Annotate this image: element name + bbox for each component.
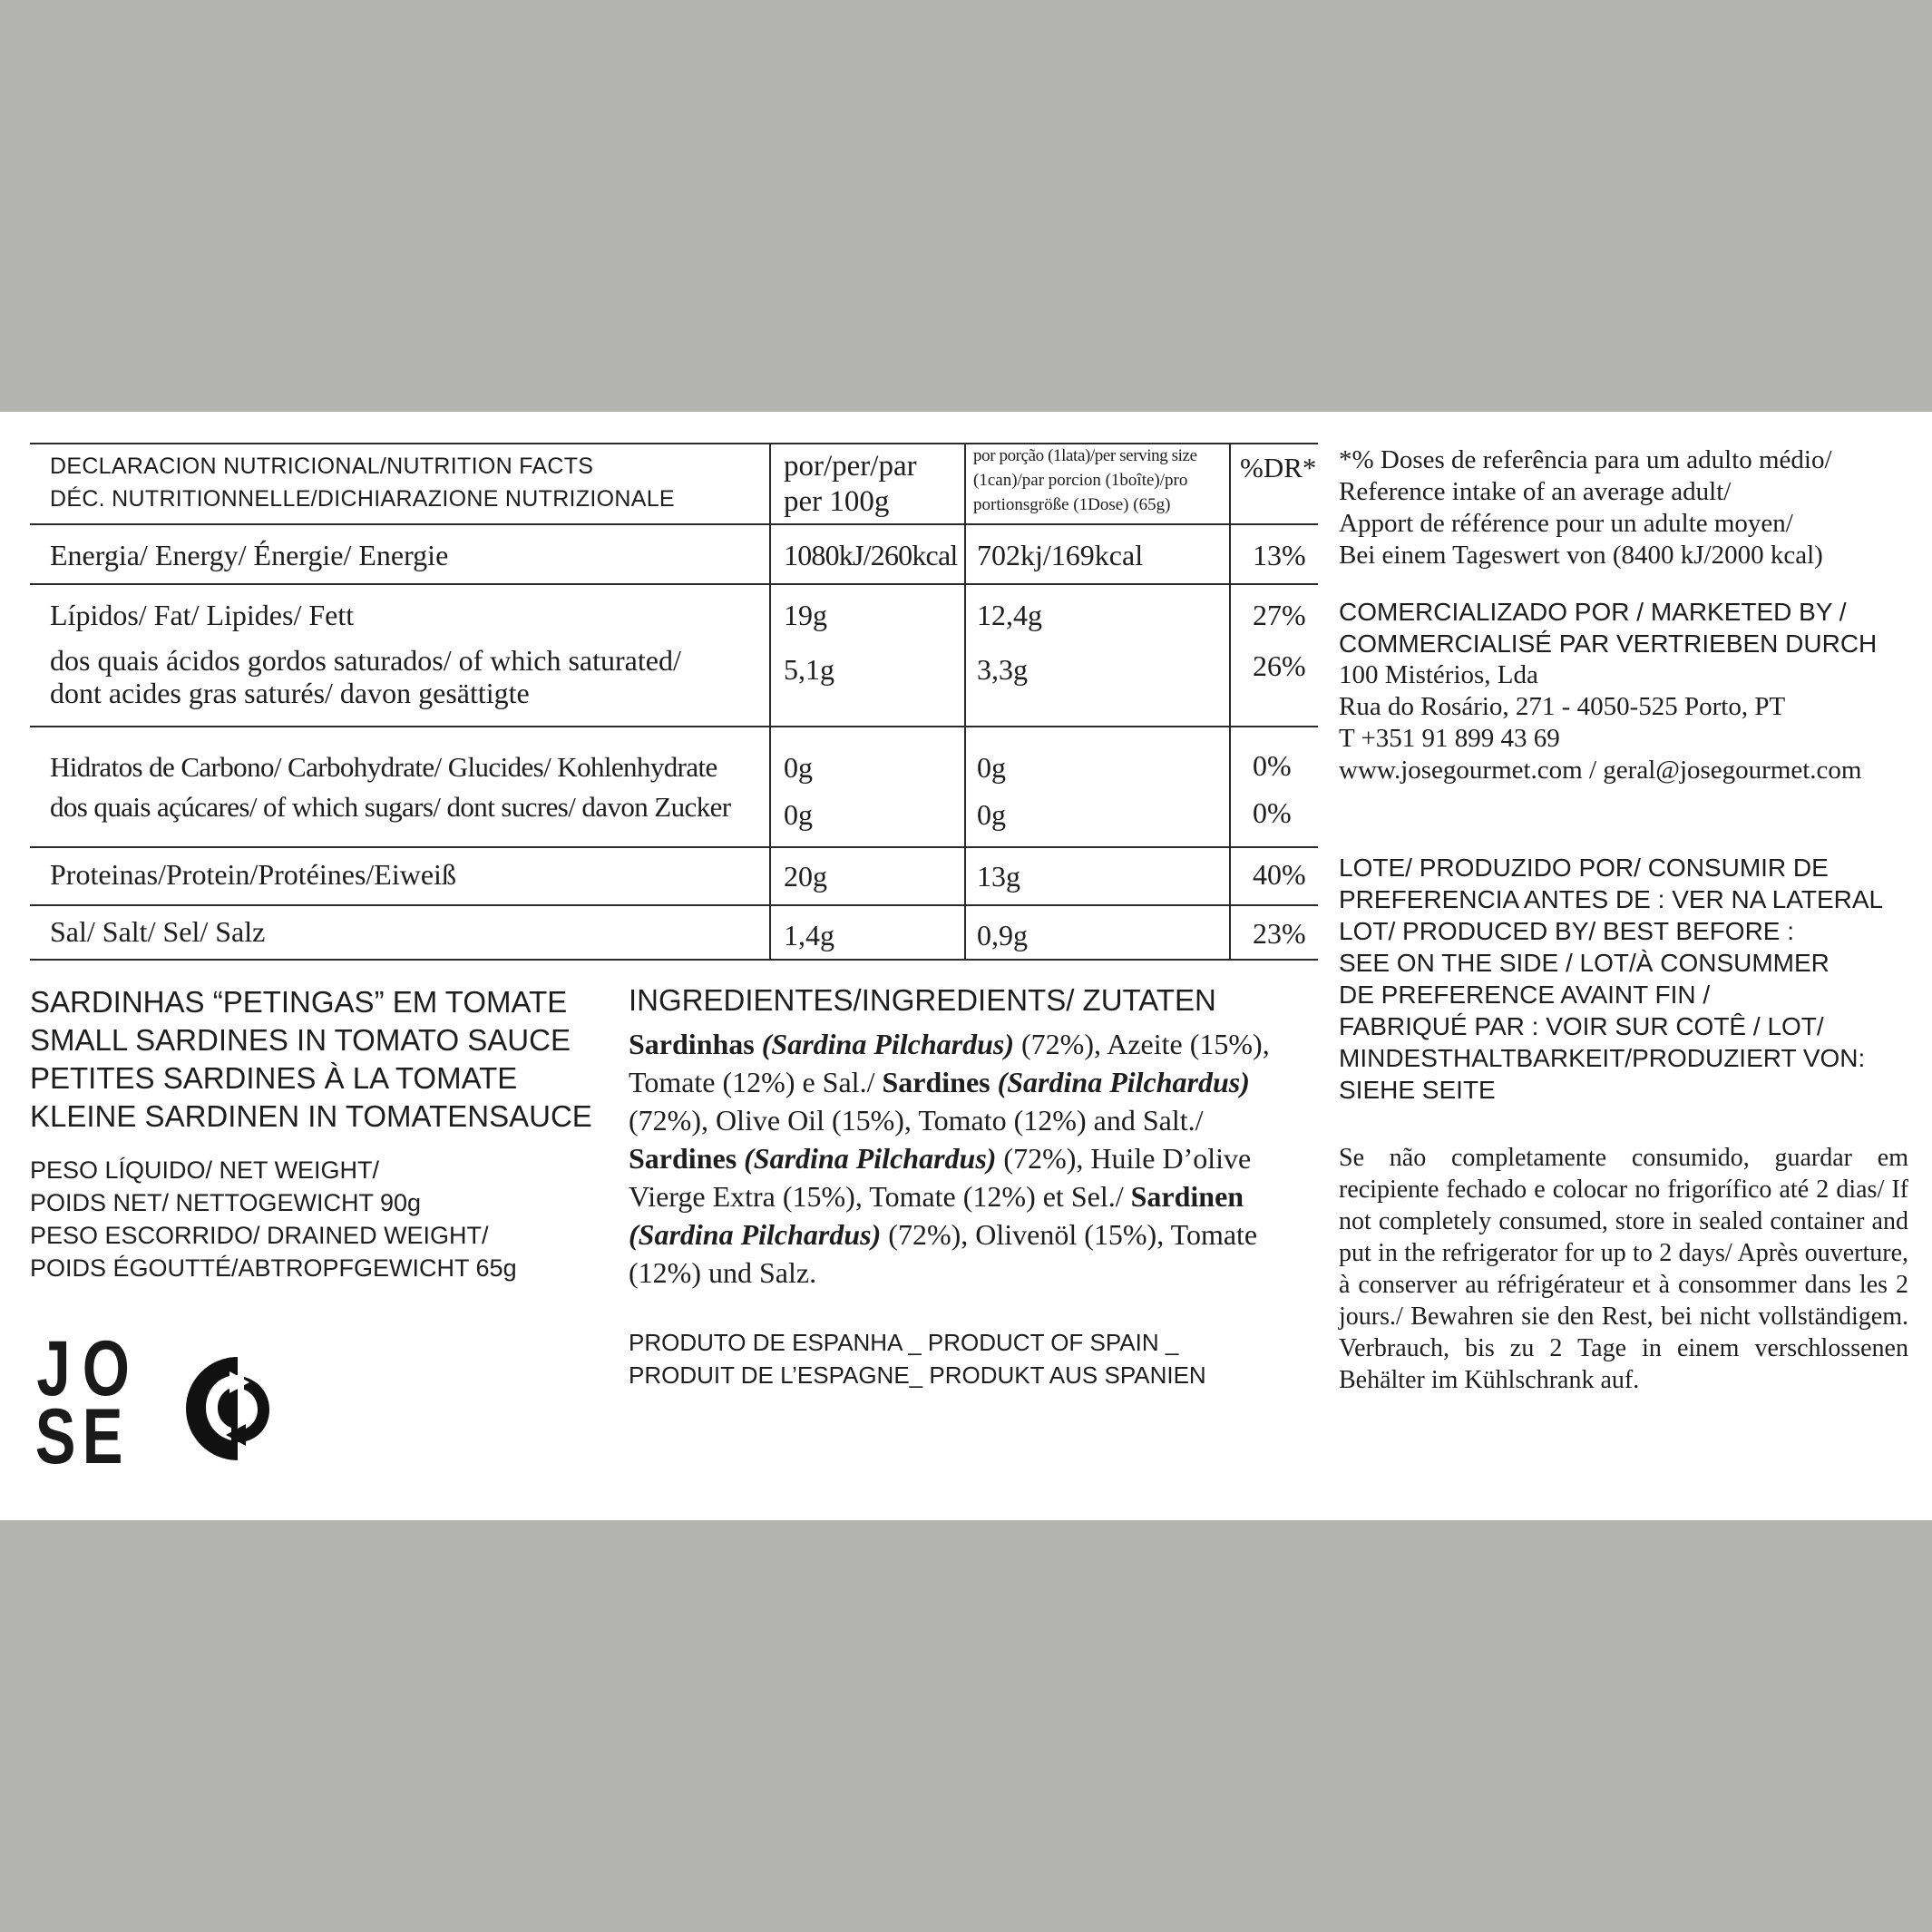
logo-letter: O [82,1325,130,1412]
row-saturated-dr: 26% [1253,649,1306,682]
lot-info-line: PREFERENCIA ANTES DE : VER NA LATERAL [1339,885,1884,913]
row-sugars-serving: 0g [977,798,1006,831]
row-fat-per100: 19g [784,599,827,631]
company-name: 100 Mistérios, Lda [1339,660,1538,689]
ingredient-species-en: (Sardina Pilchardus) [997,1066,1250,1098]
reference-intake-line: *% Doses de referência para um adulto médio/ [1339,445,1832,474]
weights-block [30,1154,517,1284]
ingredient-name-de: Sardinen [1130,1180,1244,1213]
serving-header-line2: (1can)/par porcion (1boîte)/pro [973,471,1188,490]
row-salt-dr: 23% [1253,917,1306,950]
origin-line: PRODUTO DE ESPANHA _ PRODUCT OF SPAIN _ [629,1329,1179,1356]
row-protein-per100: 20g [784,860,827,893]
ingredients-title: INGREDIENTES/INGREDIENTS/ ZUTATEN [629,983,1216,1017]
weight-line: POIDS NET/ NETTOGEWICHT 90g [30,1189,422,1216]
row-energy-label: Energia/ Energy/ Énergie/ Energie [50,539,449,571]
marketed-by-heading: COMMERCIALISÉ PAR VERTRIEBEN DURCH [1339,629,1878,658]
table-title-line2: DÉC. NUTRITIONNELLE/DICHIARAZIONE NUTRIZIONALE [50,486,675,512]
product-name-line: PETITES SARDINES À LA TOMATE [30,1061,518,1095]
table-title-line1: DECLARACION NUTRICIONAL/NUTRITION FACTS [50,454,594,479]
row-saturated-label-line2: dont acides gras saturés/ davon gesättigte [50,677,530,709]
row-carbs-serving: 0g [977,751,1006,784]
product-name-block [30,983,592,1136]
lot-info-line: LOTE/ PRODUZIDO POR/ CONSUMIR DE [1339,854,1829,882]
row-salt-serving: 0,9g [977,919,1028,951]
reference-intake-note [1339,444,1919,571]
row-fat-label: Lípidos/ Fat/ Lipides/ Fett [50,599,355,631]
logo-letter: E [82,1393,123,1480]
reference-intake-line: Reference intake of an average adult/ [1339,477,1732,506]
row-salt-label: Sal/ Salt/ Sel/ Salz [50,915,266,948]
row-saturated-per100: 5,1g [784,653,834,686]
product-name-line: SMALL SARDINES IN TOMATO SAUCE [30,1023,571,1057]
ingredient-name-pt: Sardinhas [629,1028,755,1060]
green-dot-recycling-icon [184,1355,291,1462]
ingredient-rest-pt: (72%), Azeite (15%), Tomate (12%) e Sal./ [629,1028,1270,1098]
lot-info-line: FABRIQUÉ PAR : VOIR SUR COTÊ / LOT/ [1339,1012,1824,1040]
row-saturated-label-line1: dos quais ácidos gordos saturados/ of which saturated/ [50,644,681,677]
logo-letter: S [34,1393,76,1480]
origin-line: PRODUIT DE L’ESPAGNE_ PRODUKT AUS SPANIEN [629,1361,1206,1389]
ingredients-text [629,1025,1282,1292]
per100-header-line1: por/per/par [784,450,917,483]
nutrition-table [30,443,1318,960]
marketed-by-block [1339,596,1919,786]
lot-info-line: DE PREFERENCE AVAINT FIN / [1339,981,1711,1009]
product-name-line: SARDINHAS “PETINGAS” EM TOMATE [30,985,568,1019]
row-carbs-label: Hidratos de Carbono/ Carbohydrate/ Glucides/ Kohlenhydrate [50,751,717,783]
row-sugars-per100: 0g [784,798,813,831]
row-carbs-per100: 0g [784,751,813,784]
row-energy-serving: 702kj/169kcal [977,539,1144,571]
ingredient-name-en: Sardines [882,1066,990,1098]
row-protein-label: Proteinas/Protein/Protéines/Eiweiß [50,858,456,891]
logo-letter: J [36,1325,71,1412]
reference-intake-line: Bei einem Tageswert von (8400 kJ/2000 kcal) [1339,541,1823,570]
row-carbs-dr: 0% [1253,749,1292,782]
company-web-email: www.josegourmet.com / geral@josegourmet.com [1339,756,1862,785]
serving-header-line1: por porção (1lata)/per serving size [973,446,1197,465]
weight-line: PESO ESCORRIDO/ DRAINED WEIGHT/ [30,1222,489,1249]
company-address: Rua do Rosário, 271 - 4050-525 Porto, PT [1339,692,1786,721]
dr-header: %DR* [1240,452,1317,483]
row-protein-dr: 40% [1253,858,1306,891]
ingredient-rest-de: (72%), Olivenöl (15%), Tomate (12%) und Salz. [629,1218,1258,1289]
row-protein-serving: 13g [977,860,1020,893]
ingredient-rest-fr: (72%), Huile D’olive Vierge Extra (15%), Tomate (12%) et Sel./ [629,1142,1252,1213]
ingredient-species-pt: (Sardina Pilchardus) [761,1028,1015,1060]
per100-header-line2: per 100g [784,485,890,518]
storage-instructions: Se não completamente consumido, guardar em recipiente fechado e colocar no frigorífico até 2 dias/ If not completely consumed, store in sealed container and put in the refrigerator for up to 2 days/ Après ouverture, à conserver au réfrigérateur et à consommer dans les 2 jours./ Bewahren sie den Rest, bei nicht vollständigem. Verbrauch, bis zu 2 Tage in einem verschlossenen Behälter im Kühlschrank auf. [1339,1144,1908,1394]
lot-info-block [1339,852,1919,1106]
row-fat-dr: 27% [1253,599,1306,631]
lot-info-line: SEE ON THE SIDE / LOT/À CONSUMMER [1339,949,1830,977]
origin-block [629,1326,1206,1391]
weight-line: PESO LÍQUIDO/ NET WEIGHT/ [30,1156,380,1184]
row-fat-serving: 12,4g [977,599,1042,631]
company-phone: T +351 91 899 43 69 [1339,724,1560,753]
row-saturated-serving: 3,3g [977,653,1028,686]
marketed-by-heading: COMERCIALIZADO POR / MARKETED BY / [1339,598,1847,626]
row-energy-dr: 13% [1253,539,1306,571]
lot-info-line: MINDESTHALTBARKEIT/PRODUZIERT VON: [1339,1044,1866,1072]
row-salt-per100: 1,4g [784,919,834,951]
jose-brand-logo [30,1325,130,1480]
ingredient-species-fr: (Sardina Pilchardus) [744,1142,997,1175]
product-name-line: KLEINE SARDINEN IN TOMATENSAUCE [30,1099,592,1133]
row-sugars-dr: 0% [1253,796,1292,829]
reference-intake-line: Apport de référence pour un adulte moyen/ [1339,509,1793,538]
weight-line: POIDS ÉGOUTTÉ/ABTROPFGEWICHT 65g [30,1254,517,1282]
product-label [0,412,1932,1520]
row-energy-per100: 1080kJ/260kcal [784,539,958,571]
lot-info-line: SIEHE SEITE [1339,1076,1496,1104]
ingredient-rest-en: (72%), Olive Oil (15%), Tomato (12%) and Salt./ [629,1104,1204,1137]
lot-info-line: LOT/ PRODUCED BY/ BEST BEFORE : [1339,917,1795,945]
ingredient-species-de: (Sardina Pilchardus) [629,1218,882,1251]
serving-header-line3: portionsgröße (1Dose) (65g) [973,495,1171,514]
ingredient-name-fr: Sardines [629,1142,737,1175]
row-sugars-label: dos quais açúcares/ of which sugars/ dont sucres/ davon Zucker [50,791,731,823]
